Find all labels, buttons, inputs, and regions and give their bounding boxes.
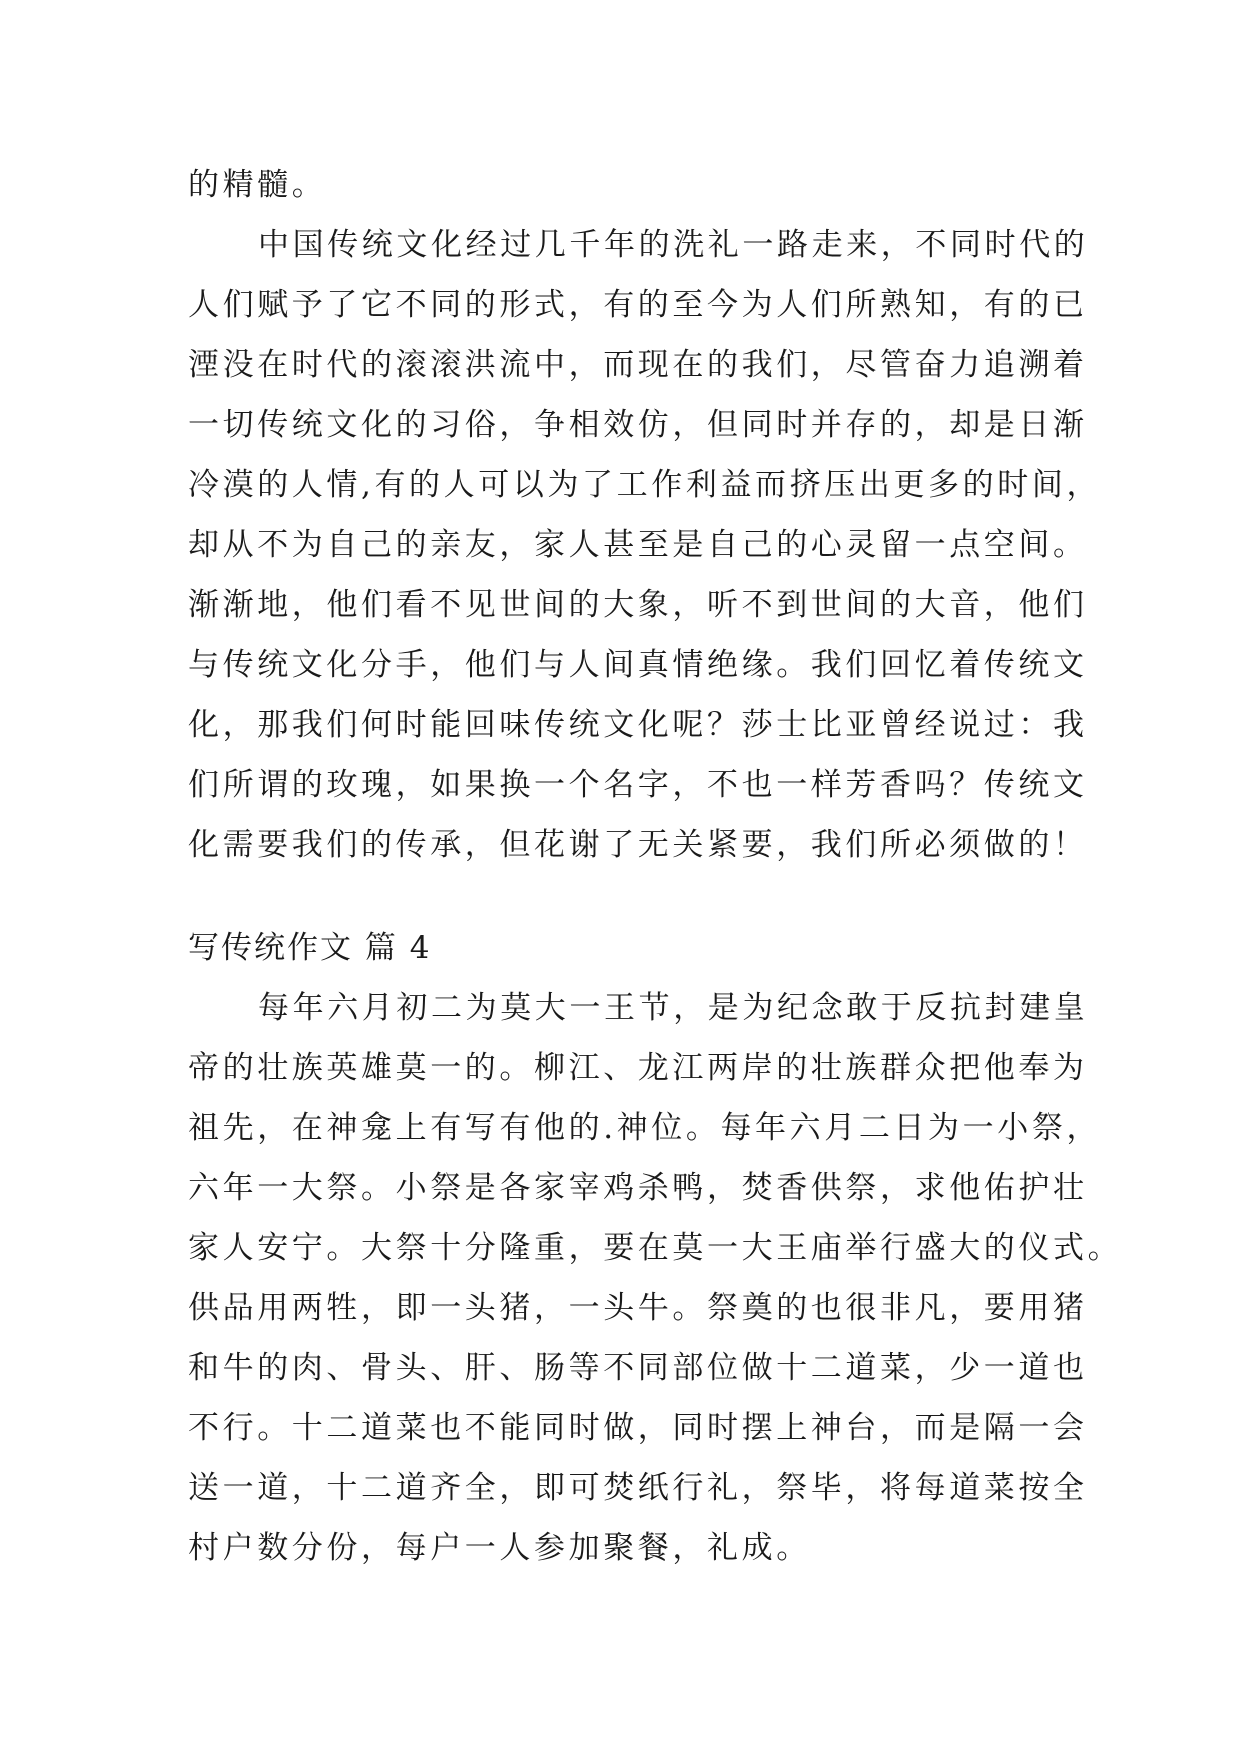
text-line: 每年六月初二为莫大一王节，是为纪念敢于反抗封建皇: [258, 990, 1089, 1026]
text-line: 冷漠的人情,有的人可以为了工作利益而挤压出更多的时间，: [188, 467, 1102, 503]
text-line: 湮没在时代的滚滚洪流中，而现在的我们，尽管奋力追溯着: [188, 347, 1088, 383]
text-line: 一切传统文化的习俗，争相效仿，但同时并存的，却是日渐: [188, 407, 1088, 443]
text-line: 帝的壮族英雄莫一的。柳江、龙江两岸的壮族群众把他奉为: [188, 1050, 1088, 1086]
text-line: 送一道，十二道齐全，即可焚纸行礼，祭毕，将每道菜按全: [188, 1470, 1088, 1506]
text-line: 不行。十二道菜也不能同时做，同时摆上神台，而是隔一会: [188, 1410, 1088, 1446]
text-line: 却从不为自己的亲友，家人甚至是自己的心灵留一点空间。: [188, 527, 1088, 563]
section-heading: 写传统作文 篇 4: [188, 930, 432, 966]
text-line: 与传统文化分手，他们与人间真情绝缘。我们回忆着传统文: [188, 647, 1088, 683]
text-line: 的精髓。: [188, 167, 327, 203]
text-line: 渐渐地，他们看不见世间的大象，听不到世间的大音，他们: [188, 587, 1088, 623]
text-line: 家人安宁。大祭十分隆重，要在莫一大王庙举行盛大的仪式。: [188, 1230, 1123, 1266]
document-page: [188, 155, 1123, 1578]
paragraph-traditional-culture: [188, 215, 1102, 875]
text-line: 六年一大祭。小祭是各家宰鸡杀鸭，焚香供祭，求他佑护壮: [188, 1170, 1088, 1206]
text-line: 们所谓的玫瑰，如果换一个名字，不也一样芳香吗？传统文: [188, 767, 1088, 803]
text-line: 村户数分份，每户一人参加聚餐，礼成。: [188, 1530, 811, 1566]
text-line: 供品用两牲，即一头猪，一头牛。祭奠的也很非凡，要用猪: [188, 1290, 1088, 1326]
text-line: 和牛的肉、骨头、肝、肠等不同部位做十二道菜，少一道也: [188, 1350, 1088, 1386]
text-line: 化，那我们何时能回味传统文化呢？莎士比亚曾经说过：我: [188, 707, 1088, 743]
text-line: 化需要我们的传承，但花谢了无关紧要，我们所必须做的！: [188, 827, 1088, 863]
text-line: 祖先，在神龛上有写有他的.神位。每年六月二日为一小祭，: [188, 1110, 1102, 1146]
text-line: 中国传统文化经过几千年的洗礼一路走来，不同时代的: [258, 227, 1089, 263]
paragraph-moyi-festival: [188, 978, 1123, 1578]
paragraph-continuation: [188, 155, 1068, 215]
text-line: 人们赋予了它不同的形式，有的至今为人们所熟知，有的已: [188, 287, 1088, 323]
